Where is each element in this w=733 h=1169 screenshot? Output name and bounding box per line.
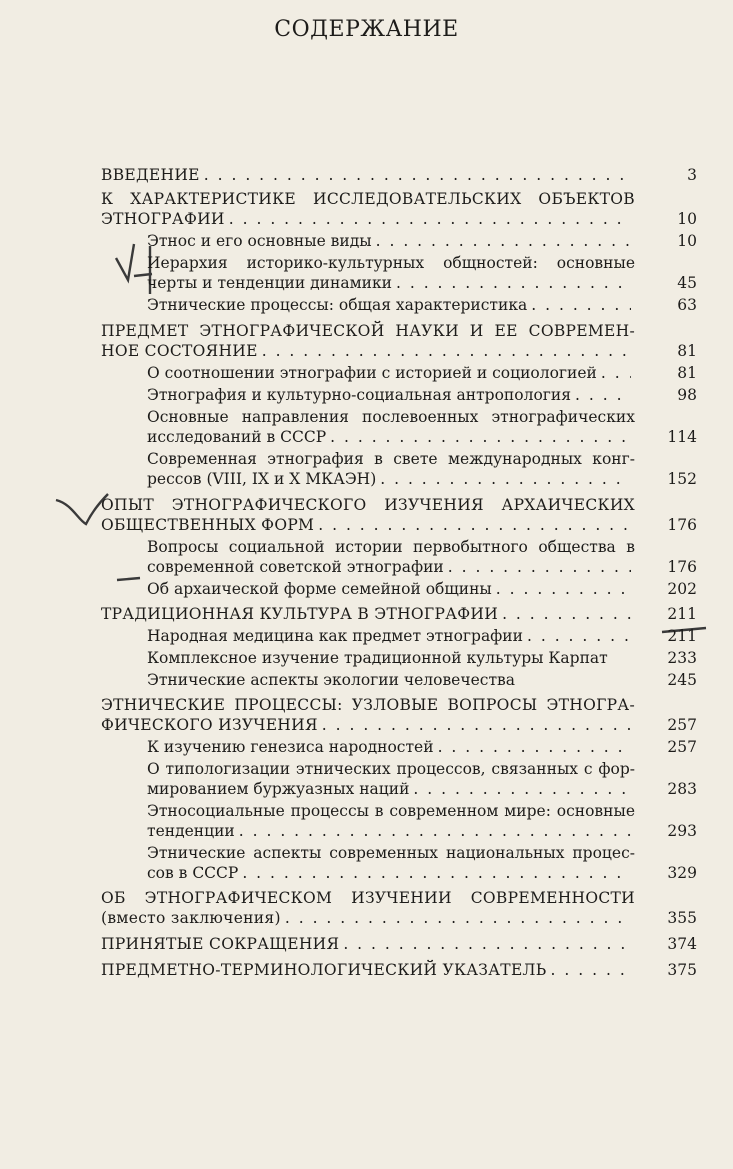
table-of-contents xyxy=(101,165,697,980)
toc-chapter[interactable] xyxy=(101,888,697,928)
dot-leader xyxy=(376,231,631,251)
toc-entry-line: ВВЕДЕНИЕ xyxy=(101,166,200,184)
toc-entry-line: Этнические аспекты современных национальных процес- xyxy=(147,844,635,862)
dot-leader xyxy=(204,165,631,185)
toc-entry-text xyxy=(147,295,697,315)
dot-leader xyxy=(575,385,631,405)
toc-entry-line: современной советской этнографии xyxy=(147,558,444,576)
dot-leader xyxy=(262,341,631,361)
toc-entry-line: ЭТНИЧЕСКИЕ ПРОЦЕССЫ: УЗЛОВЫЕ ВОПРОСЫ ЭТНОГРА- xyxy=(101,696,635,714)
dot-leader xyxy=(527,626,631,646)
page-number: 211 xyxy=(667,605,697,623)
page-number: 98 xyxy=(677,386,697,404)
toc-entry-line: тенденции xyxy=(147,822,235,840)
toc-entry-text xyxy=(147,626,697,646)
toc-entry-line: ПРЕДМЕТНО-ТЕРМИНОЛОГИЧЕСКИЙ УКАЗАТЕЛЬ xyxy=(101,961,547,979)
page-number: 257 xyxy=(667,716,697,734)
toc-entry-text xyxy=(147,737,697,757)
dot-leader xyxy=(343,934,631,954)
dot-leader xyxy=(413,779,631,799)
page-number: 81 xyxy=(677,364,697,382)
toc-entry-line: О соотношении этнографии с историей и социологией xyxy=(147,364,597,382)
toc-entry-text xyxy=(101,321,697,361)
toc-entry-text xyxy=(101,189,697,229)
toc-chapter[interactable] xyxy=(101,695,697,735)
page-number: 257 xyxy=(667,738,697,756)
toc-entry-line: ПРЕДМЕТ ЭТНОГРАФИЧЕСКОЙ НАУКИ И ЕЕ СОВРЕМЕН- xyxy=(101,322,635,340)
toc-section[interactable] xyxy=(101,626,697,646)
toc-chapter[interactable] xyxy=(101,165,697,185)
toc-entry-line: Этнос и его основные виды xyxy=(147,232,372,250)
dot-leader xyxy=(438,737,631,757)
dot-leader xyxy=(380,469,631,489)
page-number: 114 xyxy=(667,428,697,446)
toc-chapter[interactable] xyxy=(101,189,697,229)
dot-leader xyxy=(496,579,631,599)
page-number: 3 xyxy=(687,166,697,184)
toc-entry-text xyxy=(147,648,697,668)
page-number: 211 xyxy=(667,627,697,645)
toc-entry-line: ОПЫТ ЭТНОГРАФИЧЕСКОГО ИЗУЧЕНИЯ АРХАИЧЕСКИХ xyxy=(101,496,635,514)
toc-entry-text xyxy=(147,670,697,690)
toc-entry-text xyxy=(147,759,697,799)
toc-entry-text xyxy=(147,579,697,599)
toc-section[interactable] xyxy=(101,363,697,383)
toc-entry-line: Иерархия историко-культурных общностей: основные xyxy=(147,254,635,272)
page-number: 375 xyxy=(667,961,697,979)
toc-chapter[interactable] xyxy=(101,604,697,624)
toc-entry-line: Вопросы социальной истории первобытного общества в xyxy=(147,538,635,556)
toc-section[interactable] xyxy=(101,295,697,315)
toc-entry-text xyxy=(101,695,697,735)
toc-section[interactable] xyxy=(101,579,697,599)
page-number: 152 xyxy=(667,470,697,488)
toc-entry-line: Об архаической форме семейной общины xyxy=(147,580,492,598)
dot-leader xyxy=(531,295,631,315)
toc-chapter[interactable] xyxy=(101,960,697,980)
dot-leader xyxy=(551,960,631,980)
toc-entry-line: черты и тенденции динамики xyxy=(147,274,392,292)
toc-entry-line: Современная этнография в свете международных конг- xyxy=(147,450,635,468)
toc-entry-line: ЭТНОГРАФИИ xyxy=(101,210,225,228)
dot-leader xyxy=(448,557,631,577)
toc-entry-line: ОБЩЕСТВЕННЫХ ФОРМ xyxy=(101,516,315,534)
toc-entry-line: Комплексное изучение традиционной культуры Карпат xyxy=(147,649,608,667)
page-number: 10 xyxy=(677,232,697,250)
toc-entry-line: мированием буржуазных наций xyxy=(147,780,410,798)
toc-entry-line: ОБ ЭТНОГРАФИЧЕСКОМ ИЗУЧЕНИИ СОВРЕМЕННОСТИ xyxy=(101,889,635,907)
dot-leader xyxy=(502,604,631,624)
toc-chapter[interactable] xyxy=(101,934,697,954)
toc-entry-text xyxy=(101,495,697,535)
dot-leader xyxy=(229,209,631,229)
dot-leader xyxy=(242,863,631,883)
toc-entry-text xyxy=(101,604,697,624)
toc-entry-text xyxy=(147,801,697,841)
toc-chapter[interactable] xyxy=(101,495,697,535)
page-number: 293 xyxy=(667,822,697,840)
page-number: 81 xyxy=(677,342,697,360)
toc-entry-line: Основные направления послевоенных этнографических xyxy=(147,408,635,426)
toc-section[interactable] xyxy=(101,801,697,841)
toc-entry-line: НОЕ СОСТОЯНИЕ xyxy=(101,342,258,360)
page-number: 63 xyxy=(677,296,697,314)
page-number: 10 xyxy=(677,210,697,228)
toc-section[interactable] xyxy=(101,231,697,251)
toc-entry-line: О типологизации этнических процессов, связанных с фор- xyxy=(147,760,635,778)
toc-entry-text xyxy=(101,165,697,185)
dot-leader xyxy=(330,427,631,447)
toc-section[interactable] xyxy=(101,843,697,883)
page-number: 176 xyxy=(667,558,697,576)
dot-leader xyxy=(239,821,631,841)
page-number: 355 xyxy=(667,909,697,927)
toc-section[interactable] xyxy=(101,537,697,577)
toc-section[interactable] xyxy=(101,449,697,489)
toc-entry-line: рессов (VIII, IX и X МКАЭН) xyxy=(147,470,377,488)
toc-section[interactable] xyxy=(101,759,697,799)
page-number: 45 xyxy=(677,274,697,292)
toc-entry-line: ТРАДИЦИОННАЯ КУЛЬТУРА В ЭТНОГРАФИИ xyxy=(101,605,499,623)
toc-entry-text xyxy=(147,449,697,489)
toc-entry-line: сов в СССР xyxy=(147,864,239,882)
toc-entry-text xyxy=(147,385,697,405)
toc-section[interactable] xyxy=(101,385,697,405)
page-number: 176 xyxy=(667,516,697,534)
toc-entry-line: Этнография и культурно-социальная антропология xyxy=(147,386,572,404)
page-number: 202 xyxy=(667,580,697,598)
toc-entry-text xyxy=(147,253,697,293)
page-number: 329 xyxy=(667,864,697,882)
toc-entry-text xyxy=(147,843,697,883)
toc-entry-text xyxy=(147,363,697,383)
page-number: 245 xyxy=(667,671,697,689)
toc-entry-line: Народная медицина как предмет этнографии xyxy=(147,627,523,645)
toc-section[interactable] xyxy=(101,253,697,293)
dot-leader xyxy=(601,363,631,383)
toc-entry-line: К изучению генезиса народностей xyxy=(147,738,434,756)
toc-entry-line: Этносоциальные процессы в современном мире: основные xyxy=(147,802,635,820)
page-title: СОДЕРЖАНИЕ xyxy=(274,17,459,42)
page-number: 374 xyxy=(667,935,697,953)
toc-entry-line: ФИЧЕСКОГО ИЗУЧЕНИЯ xyxy=(101,716,318,734)
toc-entry-line: исследований в СССР xyxy=(147,428,327,446)
page-number: 233 xyxy=(667,649,697,667)
toc-entry-line: К ХАРАКТЕРИСТИКЕ ИССЛЕДОВАТЕЛЬСКИХ ОБЪЕКТОВ xyxy=(101,190,635,208)
toc-entry-text xyxy=(101,960,697,980)
toc-entry-line: ПРИНЯТЫЕ СОКРАЩЕНИЯ xyxy=(101,935,340,953)
toc-entry-text xyxy=(147,231,697,251)
toc-entry-text xyxy=(101,888,697,928)
toc-entry-text xyxy=(147,407,697,447)
toc-chapter[interactable] xyxy=(101,321,697,361)
toc-entry-line: Этнические аспекты экологии человечества xyxy=(147,671,515,689)
toc-section[interactable] xyxy=(101,737,697,757)
toc-section[interactable] xyxy=(101,670,697,690)
dot-leader xyxy=(322,715,631,735)
page-number: 283 xyxy=(667,780,697,798)
dot-leader xyxy=(318,515,631,535)
dot-leader xyxy=(285,908,631,928)
toc-entry-line: Этнические процессы: общая характеристика xyxy=(147,296,528,314)
toc-entry-text xyxy=(101,934,697,954)
dot-leader xyxy=(396,273,631,293)
toc-entry-line: (вместо заключения) xyxy=(101,909,281,927)
toc-section[interactable] xyxy=(101,407,697,447)
toc-section[interactable] xyxy=(101,648,697,668)
toc-entry-text xyxy=(147,537,697,577)
